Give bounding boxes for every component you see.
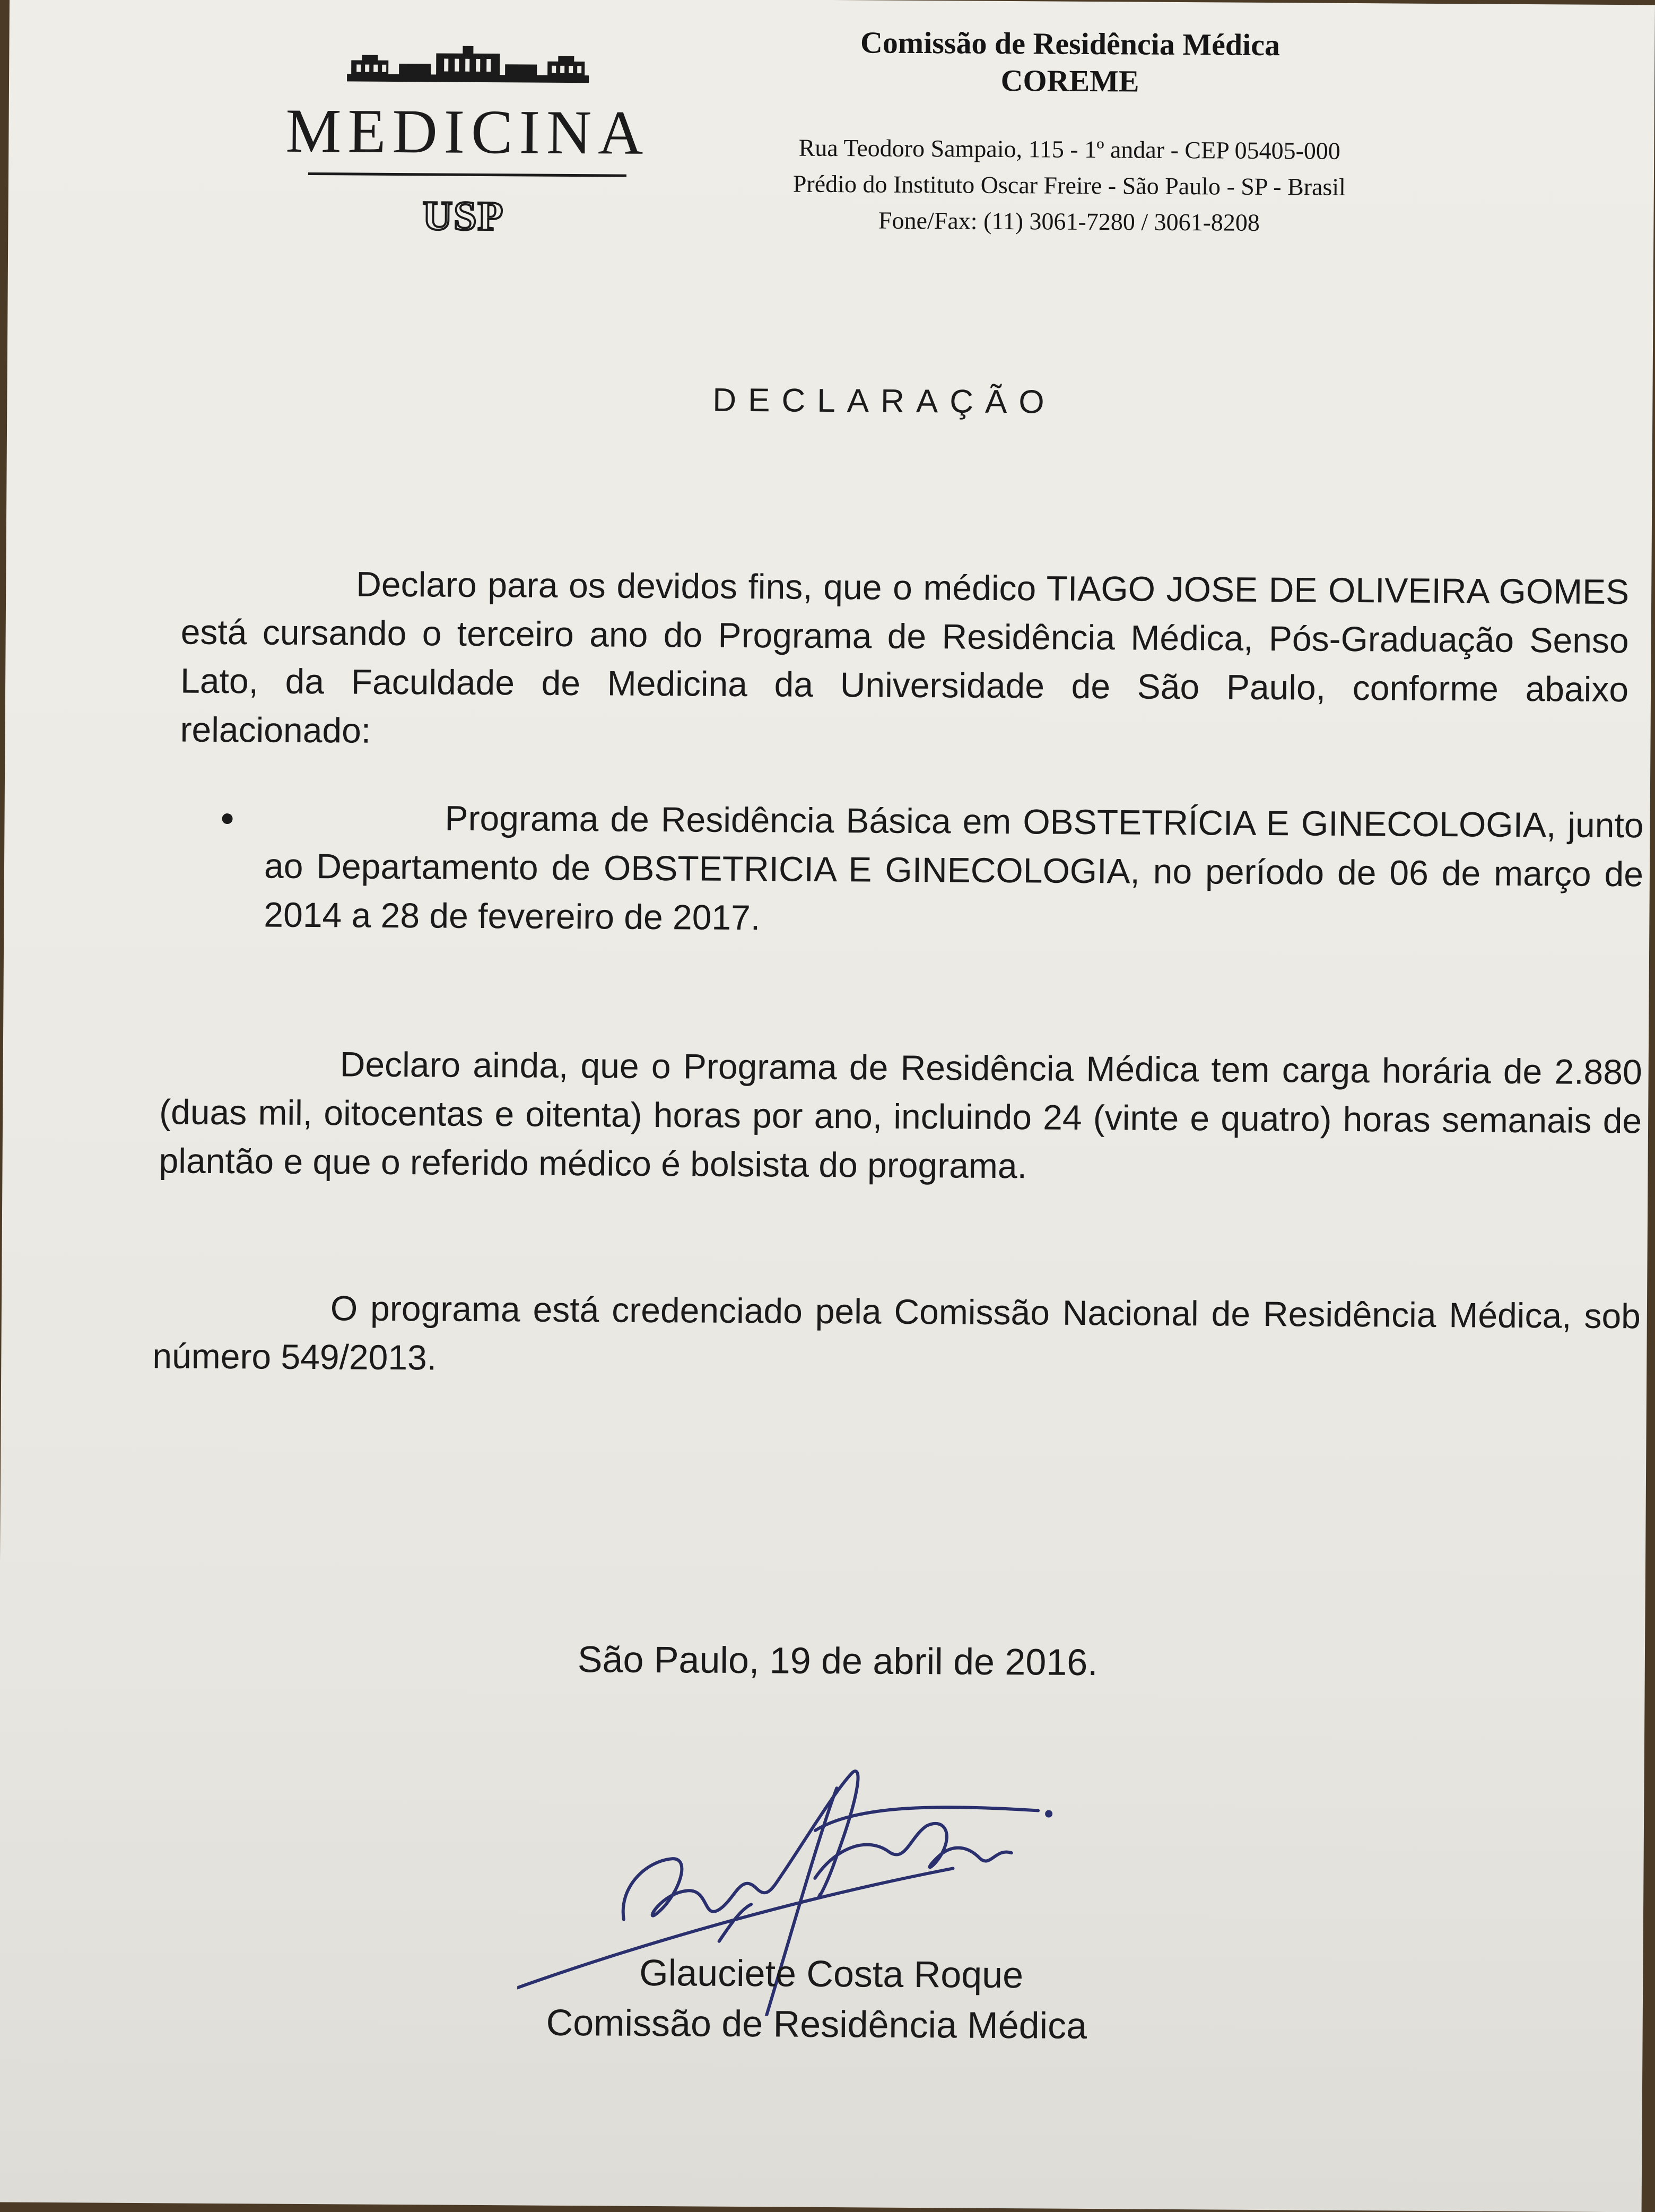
usp-logo-text: USP: [422, 192, 504, 239]
paragraph-declaration: Declaro para os devidos fins, que o médico TIAGO JOSE DE OLIVEIRA GOMES está cursando o terceiro ano do Programa de Residência Médica, Pós-Graduação Senso Lato, da Faculdade de Medicina da Universidade de São Paulo, conforme abaixo relacionado:: [180, 564, 1630, 750]
signatory-name: Glauciete Costa Roque: [639, 1951, 1024, 1996]
document-date: São Paulo, 19 de abril de 2016.: [577, 1638, 1098, 1684]
medicina-usp-logo: [276, 42, 659, 240]
letterhead-address: [698, 129, 1441, 242]
logo-wordmark: MEDICINA: [285, 96, 650, 168]
phone-line: Fone/Fax: (11) 3061-7280 / 3061-8208: [878, 206, 1260, 236]
paragraph-workload: Declaro ainda, que o Programa de Residência Médica tem carga horária de 2.880 (duas mil, oitocentas e oitenta) horas por ano, incluindo 24 (vinte e quatro) horas semanais de plantão e que o referido médico é bolsista do programa.: [159, 1044, 1642, 1186]
document-title: DECLARAÇÃO: [712, 381, 1056, 421]
letterhead-title: [805, 24, 1336, 101]
address-line-1: Rua Teodoro Sampaio, 115 - 1º andar - CEP 05405-000: [798, 134, 1341, 164]
paragraph-accreditation: O programa está credenciado pela Comissão Nacional de Residência Médica, sob número 549/2013.: [152, 1288, 1641, 1377]
program-bullet-item: Programa de Residência Básica em OBSTETRÍCIA E GINECOLOGIA, junto ao Departamento de OBSTETRICIA E GINECOLOGIA, no período de 06 de março de 2014 a 28 de fevereiro de 2017.: [264, 798, 1644, 938]
address-line-2: Prédio do Instituto Oscar Freire - São Paulo - SP - Brasil: [792, 170, 1346, 201]
committee-acronym: COREME: [1000, 63, 1139, 99]
bullet-icon: [222, 813, 232, 824]
committee-name: Comissão de Residência Médica: [860, 25, 1281, 63]
signatory-role: Comissão de Residência Médica: [546, 2001, 1087, 2047]
